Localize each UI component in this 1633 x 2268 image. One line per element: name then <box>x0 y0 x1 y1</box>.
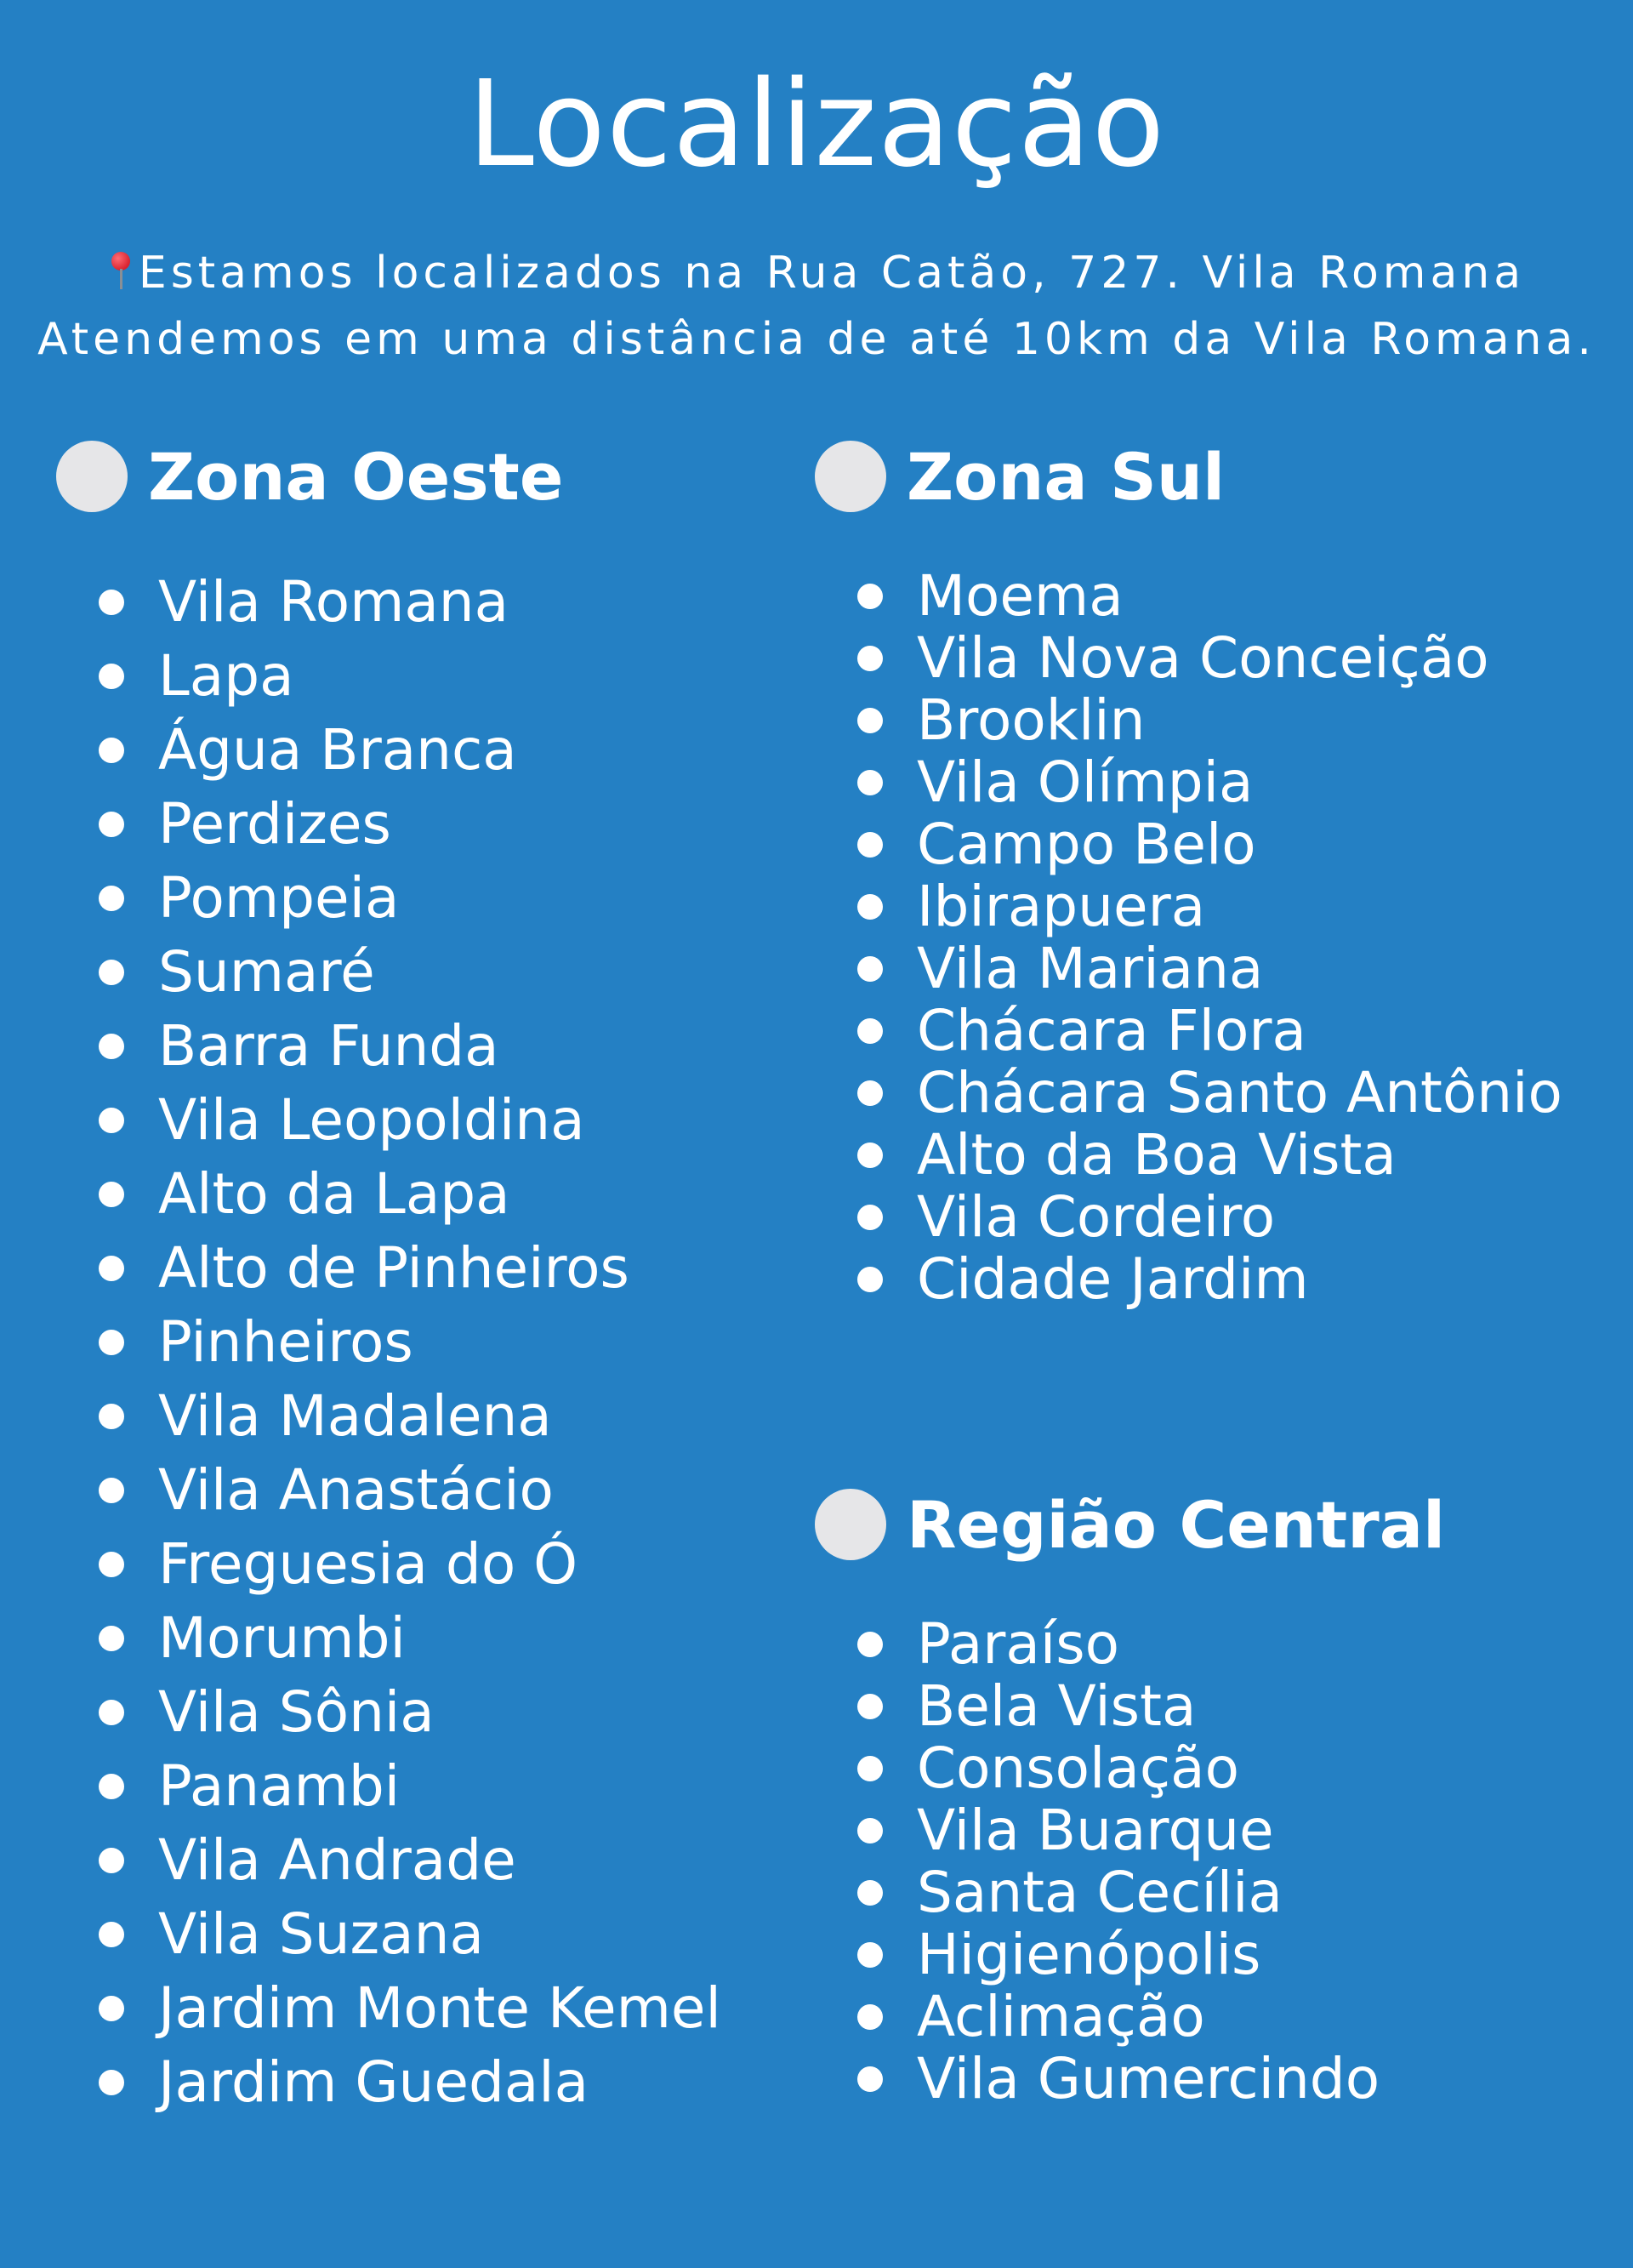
neighborhood-list <box>815 565 1562 1310</box>
neighborhood-item: Alto da Lapa <box>56 1157 721 1231</box>
zone-title: Zona Sul <box>907 439 1226 515</box>
neighborhood-item: Freguesia do Ó <box>56 1527 721 1601</box>
address-line <box>0 240 1633 306</box>
neighborhood-item: Cidade Jardim <box>815 1248 1562 1310</box>
zone-header <box>56 430 721 524</box>
service-area-line: Atendemos em uma distância de até 10km da Vila Romana. <box>37 314 1596 365</box>
neighborhood-item: Santa Cecília <box>815 1861 1380 1923</box>
neighborhood-item: Paraíso <box>815 1613 1380 1675</box>
address-text: Estamos localizados na Rua Catão, 727. Vila Romana <box>138 248 1526 299</box>
neighborhood-item: Panambi <box>56 1749 721 1823</box>
neighborhood-item: Vila Mariana <box>815 937 1562 1000</box>
neighborhood-item: Vila Gumercindo <box>815 2048 1380 2110</box>
neighborhood-item: Vila Leopoldina <box>56 1083 721 1157</box>
neighborhood-item: Vila Sônia <box>56 1675 721 1749</box>
zone-sul <box>815 430 1562 1310</box>
neighborhood-item: Aclimação <box>815 1986 1380 2048</box>
neighborhood-item: Campo Belo <box>815 813 1562 875</box>
neighborhood-item: Vila Olímpia <box>815 751 1562 813</box>
neighborhood-item: Jardim Guedala <box>56 2045 721 2119</box>
neighborhood-item: Sumaré <box>56 935 721 1009</box>
neighborhood-item: Pinheiros <box>56 1305 721 1379</box>
zone-title: Zona Oeste <box>148 439 564 515</box>
neighborhood-item: Consolação <box>815 1737 1380 1799</box>
neighborhood-item: Higienópolis <box>815 1923 1380 1986</box>
zone-header <box>815 1479 1446 1572</box>
intro-text <box>0 240 1633 373</box>
circle-icon <box>815 441 886 512</box>
neighborhood-item: Vila Romana <box>56 565 721 639</box>
neighborhood-item: Brooklin <box>815 689 1562 751</box>
neighborhood-item: Vila Suzana <box>56 1897 721 1971</box>
page-title: Localização <box>467 55 1166 194</box>
neighborhood-item: Chácara Flora <box>815 1000 1562 1062</box>
zone-header <box>815 430 1562 524</box>
zone-title: Região Central <box>907 1487 1446 1563</box>
neighborhood-item: Alto da Boa Vista <box>815 1124 1562 1186</box>
neighborhood-item: Lapa <box>56 639 721 713</box>
neighborhood-item: Moema <box>815 565 1562 627</box>
neighborhood-item: Ibirapuera <box>815 875 1562 937</box>
neighborhood-list <box>56 565 721 2119</box>
neighborhood-item: Perdizes <box>56 787 721 861</box>
neighborhood-item: Vila Madalena <box>56 1379 721 1453</box>
zone-oeste <box>56 430 721 2119</box>
neighborhood-item: Vila Nova Conceição <box>815 627 1562 689</box>
neighborhood-item: Pompeia <box>56 861 721 935</box>
neighborhood-item: Vila Cordeiro <box>815 1186 1562 1248</box>
pin-icon <box>108 248 134 291</box>
neighborhood-item: Alto de Pinheiros <box>56 1231 721 1305</box>
neighborhood-item: Jardim Monte Kemel <box>56 1971 721 2045</box>
neighborhood-item: Vila Andrade <box>56 1823 721 1897</box>
neighborhood-item: Vila Buarque <box>815 1799 1380 1861</box>
circle-icon <box>56 441 128 512</box>
neighborhood-item: Água Branca <box>56 713 721 787</box>
neighborhood-list <box>815 1613 1380 2110</box>
zone-central <box>815 1479 1446 2111</box>
neighborhood-item: Bela Vista <box>815 1675 1380 1737</box>
circle-icon <box>815 1489 886 1560</box>
neighborhood-item: Vila Anastácio <box>56 1453 721 1527</box>
neighborhood-item: Barra Funda <box>56 1009 721 1083</box>
neighborhood-item: Chácara Santo Antônio <box>815 1062 1562 1124</box>
neighborhood-item: Morumbi <box>56 1601 721 1675</box>
